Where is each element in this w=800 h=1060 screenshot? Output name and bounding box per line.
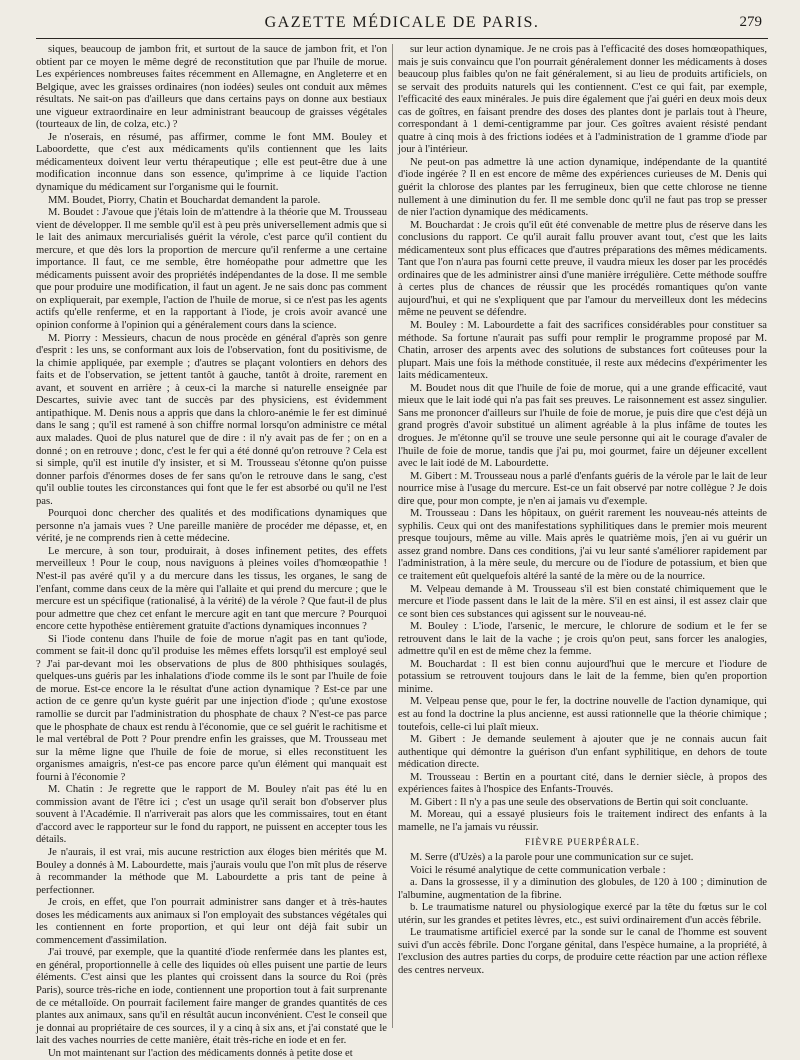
paragraph: M. Bouley : L'iode, l'arsenic, le mercure, le chlorure de sodium et le fer se retrouvent dans le lait de la vache ; je crois qu'on peut, sans forcer les analogies, admettre qu'il en est de même chez la femme. — [398, 621, 767, 658]
paragraph: b. Le traumatisme naturel ou physiologique exercé par la tête du fœtus sur le col utérin, sur les grandes et petites lèvres, etc., est suivi ordinairement d'un accès fébrile. — [398, 902, 767, 926]
page-number: 279 — [739, 14, 762, 30]
paragraph: M. Boudet : J'avoue que j'étais loin de m'attendre à la théorie que M. Trousseau vient de développer. Il me semble qu'il est à peu près universellement admis que si le lait des animaux mercurialisés guérit la vérole, c'est parce qu'il contient du mercure, et que dès lors la proportion de mercure qu'il renferme a une certaine importance. Il faut, ce me semble, être homéopathe pour admettre que les médicaments puissent avoir des propriétés indépendantes de la dose. Il me semble que pour produire une modification, il faut un agent. Je ne sais donc pas comment on expliquerait, par exemple, l'action de l'huile de morue, si ce n'est pas les agents actifs qu'elle renferme, et en la rapportant à l'iode, je crois avoir avancé une opinion conforme à l'opinion qui a généralement cours dans la science. — [36, 207, 387, 332]
paragraph: M. Bouley : M. Labourdette a fait des sacrifices considérables pour constituer sa méthode. Sa fortune n'aurait pas suffi pour remplir le programme proposé par M. Chatin, arroser des arpents avec des solutions de substances fort coûteuses pour la plupart. Mais une fois la méthode constituée, il reste aux médecins d'expérimenter les laits médicamenteux. — [398, 320, 767, 382]
left-column — [36, 44, 387, 1059]
paragraph: M. Serre (d'Uzès) a la parole pour une communication sur ce sujet. — [410, 852, 694, 863]
paragraph: Si l'iode contenu dans l'huile de foie de morue n'agit pas en tant qu'iode, comment se fait-il donc qu'il produise les mêmes effets lorsqu'il est employé seul ? J'ai par-devant moi les observations de plus de 800 phthisiques soulagés, quelques-uns guéris par les inhalations d'iode comme ils le sont par l'huile de foie de morue. Est-ce encore la le résultat d'une action dynamique ? Est-ce par une action de ce genre qu'un kyste guérit par une injection d'iode ; qu'une exostose ramollie se durcit par l'administration du phosphate de chaux ? N'est-ce pas parce que le phosphate de chaux est rendu à l'économie, que ce sel guérit le rachitisme et le mal vertébral de Pott ? Pour prendre enfin les graisses, que M. Trousseau met sur la même ligne que l'huile de foie de morue, si elles reconstituent les organismes amaigris, n'est-ce pas encore parce qu'un élément qui manquait est fourni à l'économie ? — [36, 633, 387, 783]
paragraph: Je n'oserais, en résumé, pas affirmer, comme le font MM. Bouley et Laboordette, que c'est aux médicaments qu'ils contiennent que les laits médicamenteux doivent leur vertu thérapeutique ; elle est peut-être due à une modification inconnue dans son essence, qu'imprime à ce liquide l'action dynamique du médicament sur l'organisme qui le fournit. — [36, 131, 387, 194]
paragraph: siques, beaucoup de jambon frit, et surtout de la sauce de jambon frit, et l'on obtient par ce moyen le même degré de reconstitution que par l'huile de morue. Les expériences nombreuses faites récemment en Allemagne, en Angleterre et en Belgique, avec les graisses ordinaires (non iodées) seules ont conduit aux mêmes résultats. Ne sait-on pas d'ailleurs que dans certains pays on donne aux bestiaux une vigueur extraordinaire en leur administrant beaucoup de graisses végétales (tourteaux de lin, de colza, etc.) ? — [36, 44, 387, 131]
paragraph: Ne peut-on pas admettre là une action dynamique, indépendante de la quantité d'iode ingérée ? Il en est encore de même des expériences curieuses de M. Denis qui guérit la chlorose des plantes par les ferrugineux, bien que cette chlorose ne tienne nullement à une diminution du fer. Il me semble donc qu'il ne faut pas trop se presser de nier l'action dynamique des médicaments. — [398, 156, 767, 219]
paragraph: Je crois, en effet, que l'on pourrait administrer sans danger et à très-hautes doses les médicaments aux animaux si l'on employait des substances végétales qui les contiennent en forte proportion, et qui leur ont déjà fait subir un commencement d'assimilation. — [36, 897, 387, 946]
section-title: FIÈVRE PUERPÉRALE. — [525, 838, 640, 849]
paragraph: M. Piorry : Messieurs, chacun de nous procède en général d'après son genre d'esprit : les uns, se conformant aux lois de l'observation, font du positivisme, de la chimie appliquée, par exemple ; d'autres se plaçant volontiers en dehors des faits et de l'observation, se jettent tantôt à gauche, tantôt à droite, rarement en avant, et souvent en arrière ; à ceux-ci la marche si naturelle enseignée par Descartes, suivie avec tant de succès par des physiciens, est évidemment antipathique. M. Denis nous a appris que dans la chloro-anémie le fer est diminué dans le sang ; qu'il est ramené à son chiffre normal lorsqu'on administre ce métal aux malades. Quoi de plus naturel que de dire : il n'y avait pas de fer ; on en a donné ; on en retrouve ; donc, c'est le fer qui a été donné qu'on retrouve ? Cela est si simple, qu'il est inutile d'y insister, et si M. Trousseau s'étonne qu'on puisse donner parfois d'énormes doses de fer sans qu'on le retrouve dans le sang, c'est qu'il oublie toutes les circonstances qui font que le fer est absorbé ou qu'il ne l'est pas. — [36, 332, 387, 507]
paragraph: M. Gibert : Je demande seulement à ajouter que je ne connais aucun fait authentique qui démontre la guérison d'un enfant syphilitique, en dehors de toute médication directe. — [398, 734, 767, 771]
paragraph: M. Gibert : M. Trousseau nous a parlé d'enfants guéris de la vérole par le lait de leur nourrice mise à l'usage du mercure. Est-ce un fait observé par notre collègue ? Je dois dire que, pour mon compte, je n'en ai jamais vu d'exemple. — [398, 470, 768, 507]
paragraph: Voici le résumé analytique de cette communication verbale : — [410, 864, 666, 876]
paragraph: M. Bouchardat : Il est bien connu aujourd'hui que le mercure et l'iodure de potassium se retrouvent toujours dans le lait de la femme, bien qu'en proportion minime. — [398, 658, 767, 695]
paragraph: MM. Boudet, Piorry, Chatin et Bouchardat demandent la parole. — [48, 194, 321, 206]
paragraph: a. Dans la grossesse, il y a diminution des globules, de 120 à 100 ; diminution de l'albumine, augmentation de la fibrine. — [398, 877, 767, 901]
paragraph: M. Chatin : Je regrette que le rapport de M. Bouley n'ait pas été lu en commission avant de l'être ici ; c'est un usage qu'il serait bon d'observer plus souvent à l'Académie. Il n'arriverait pas alors que les commissaires, tout en étant d'accord avec le rapporteur sur le fond du rapport, ne puissent en accepter tous les détails. — [36, 784, 387, 846]
paragraph: M. Trousseau : Bertin en a pourtant cité, dans le dernier siècle, à propos des expériences faites à l'hospice des Enfants-Trouvés. — [398, 771, 767, 796]
paragraph: M. Boudet nous dit que l'huile de foie de morue, qui a une grande efficacité, vaut mieux que le lait iodé qui n'a pas fait ses preuves. Le raisonnement est assez singulier. Sans me prononcer d'ailleurs sur l'huile de foie de morue, je puis dire que c'est déjà un grand progrès d'avoir substitué un aliment agréable à la plus infâme de toutes les drogues. Je m'étonne qu'il se trouve une seule personne qui ait le courage d'avaler de l'huile de foie de morue, tandis que j'ai pu, moi gourmet, faire un déjeuner excellent avec le lait iodé de M. Labourdette. — [398, 382, 767, 470]
paragraph: M. Moreau, qui a essayé plusieurs fois le traitement indirect des enfants à la mamelle, ne l'a jamais vu réussir. — [398, 809, 767, 833]
paragraph: M. Trousseau : Dans les hôpitaux, on guérit rarement les nouveau-nés atteints de syphilis. Ceux qui ont des manifestations syphilitiques dans le premier mois meurent presque toujours, même au ville. Mais après le quatrième mois, j'en ai vu guérir un assez grand nombre. Dans ces conditions, j'ai vu leur santé s'améliorer rapidement par l'administration, à la mère seule, du mercure ou de l'iodure de potassium, et bien que ce traitement eût quelquefois altéré la santé de la mère ou de la nourrice. — [398, 508, 767, 582]
paragraph: M. Velpeau pense que, pour le fer, la doctrine nouvelle de l'action dynamique, qui est au fond la doctrine la plus ancienne, est aussi rationnelle que la théorie chimique ; toutefois, celle-ci lui plaît mieux. — [398, 696, 767, 733]
paragraph: Je n'aurais, il est vrai, mis aucune restriction aux éloges bien mérités que M. Bouley a donnés à M. Labourdette, mais j'aurais voulu que l'on mît plus de réserve à recommander la méthode que M. Labourdette a pris tant de peine à perfectionner. — [36, 847, 387, 896]
paragraph: M. Gibert : Il n'y a pas une seule des observations de Bertin qui soit concluante. — [410, 796, 749, 808]
paragraph: Un mot maintenant sur l'action des médicaments donnés à petite dose et — [48, 1047, 353, 1059]
paragraph: M. Velpeau demande à M. Trousseau s'il est bien constaté chimiquement que le mercure et l'iode passent dans le lait de la mère. S'il en est ainsi, il est assez clair que ce sont bien ces substances qui agissent sur le nouveau-né. — [398, 583, 767, 620]
paragraph: Le mercure, à son tour, produirait, à doses infinement petites, des effets merveilleux ! Pour le coup, nous naviguons à pleines voiles d'homœopathie ! N'est-il pas avéré qu'il y a du mercure dans les tissus, les organes, le sang de l'enfant, comme dans ceux de la mère qui l'allaite et qui prend du mercure ; que le mercure est un spécifique (rationalisé, à la vérité) de la vérole ? Que faut-il de plus pour admettre que chez cet enfant le mercure agit en tant que mercure ? Pourquoi encore cette hypothèse entièrement gratuite d'actions dynamiques inconnues ? — [36, 545, 387, 633]
right-column — [398, 44, 767, 1028]
paragraph: J'ai trouvé, par exemple, que la quantité d'iode renfermée dans les plantes est, en général, proportionnelle à celle des liquides où elles puisent une partie de leurs éléments. C'est ainsi que les plantes qui croissent dans la source du Roi (près Paris), source très-riche en iode, contiennent une proportion tout à fait surprenante de ce métalloïde. On pourrait facilement faire manger de grandes quantités de ces plantes aux animaux, sans qu'il en résultât aucun inconvénient. C'est le conseil que je donnai au propriétaire de ces sources, il y a cinq à six ans, et j'ai constaté que le lait des vaches nourries de cette manière, était très-riche en iode et en fer. — [36, 947, 387, 1047]
paragraph: Pourquoi donc chercher des qualités et des modifications dynamiques que personne n'a jamais vues ? Une pareille manière de procéder me dépasse, et, en vérité, je ne comprends rien à cette médecine. — [36, 508, 387, 545]
paragraph: M. Bouchardat : Je crois qu'il eût été convenable de mettre plus de réserve dans les conclusions du rapport. Ce qu'il aurait fallu prouver avant tout, c'est que les laits médicamenteux sont plus efficaces que d'autres préparations des mêmes médicaments. Tant que l'on n'aura pas fourni cette preuve, il vaudra mieux les doser par les procédés ordinaires que de les administrer ainsi d'une manière irrégulière. Cette méthode souffre à certes plus de chances de réussir que les procédés romantiques qu'on vante aujourd'hui, et qui ne s'expliquent que par l'amour du merveilleux dont les médecins même ne peuvent se défendre. — [398, 219, 767, 319]
paragraph: sur leur action dynamique. Je ne crois pas à l'efficacité des doses homœopathiques, mais je suis convaincu que l'on pourrait généralement donner les médicaments à doses beaucoup plus faibles qu'on ne fait généralement, si au lieu de produits artificiels, on se servait des produits naturels qui les contiennent. C'est ce qui fait, par exemple, l'efficacité des eaux minérales. Je puis dire également que j'ai guéri en deux mois deux cas de goîtres, en faisant prendre des doses des plantes dont je parlais tout à l'heure, correspondant à 1 demi-centigramme par jour. Ces goîtres avaient résisté pendant quatre à cinq mois à des frictions iodées et à l'administration de 1 gramme d'iode par jour à l'intérieur. — [398, 44, 767, 156]
running-title: GAZETTE MÉDICALE DE PARIS. — [264, 14, 540, 31]
column-divider — [392, 44, 393, 1028]
paragraph: Le traumatisme artificiel exercé par la sonde sur le canal de l'homme est souvent suivi d'un accès fébrile. Donc l'organe génital, dans l'espèce humaine, a la propriété, à l'exclusion des autres parties du corps, de produire cette réaction par une action réflexe des centres nerveux. — [398, 927, 767, 976]
page-header — [36, 12, 768, 39]
